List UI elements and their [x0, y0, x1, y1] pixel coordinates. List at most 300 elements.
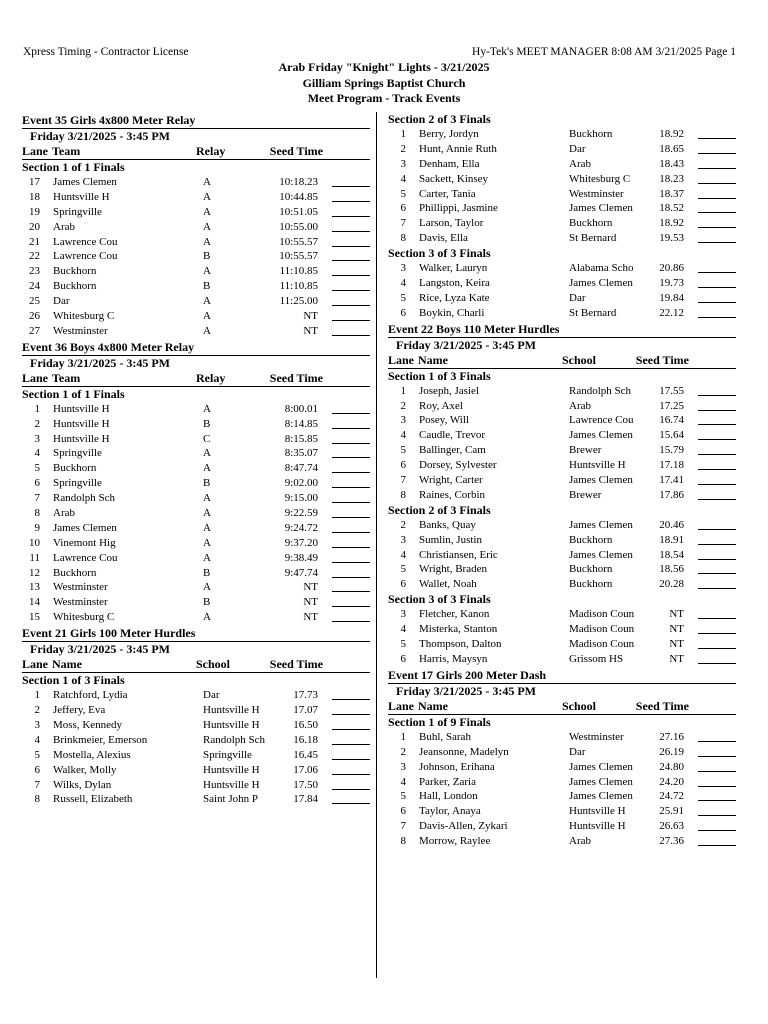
lane-number: 23 — [29, 265, 40, 278]
entry-name: Westminster — [53, 581, 108, 594]
entry-name: Banks, Quay — [419, 518, 476, 531]
result-blank-line — [332, 733, 370, 745]
result-blank-line — [698, 306, 736, 318]
entry-name: James Clemen — [53, 521, 117, 534]
seed-time: 20.86 — [659, 262, 684, 275]
result-blank-line — [698, 458, 736, 470]
seed-time: 19.73 — [659, 277, 684, 290]
seed-time: 17.50 — [293, 778, 318, 791]
entry-name: Springville — [53, 447, 102, 460]
entry-school: James Clemen — [569, 790, 633, 803]
result-blank-line — [698, 201, 736, 213]
entry-name: Russell, Elizabeth — [53, 793, 133, 806]
entry-name: Jeansonne, Madelyn — [419, 745, 509, 758]
seed-time: 26.63 — [659, 820, 684, 833]
entry-name: Carter, Tania — [419, 187, 476, 200]
seed-time: NT — [669, 652, 684, 665]
lane-number: 4 — [400, 172, 406, 185]
table-row — [388, 142, 736, 157]
entry-name: Boykin, Charli — [419, 306, 485, 319]
table-row — [22, 235, 370, 250]
entry-name: Jeffery, Eva — [53, 704, 106, 717]
table-row — [22, 610, 370, 625]
result-blank-line — [698, 834, 736, 846]
entry-school: A — [203, 447, 211, 460]
entry-name: Wright, Carter — [419, 474, 483, 487]
lane-number: 24 — [29, 280, 40, 293]
lane-number: 3 — [34, 718, 40, 731]
entry-name: Phillippi, Jasmine — [419, 202, 498, 215]
header-lane: Lane — [22, 144, 49, 158]
result-blank-line — [332, 748, 370, 760]
entry-name: Moss, Kennedy — [53, 718, 123, 731]
entry-school: James Clemen — [569, 277, 633, 290]
table-row — [22, 446, 370, 461]
table-row — [388, 384, 736, 399]
lane-number: 6 — [34, 763, 40, 776]
lane-number: 19 — [29, 205, 40, 218]
table-row — [22, 491, 370, 506]
seed-time: 11:10.85 — [279, 265, 318, 278]
seed-time: 25.91 — [659, 805, 684, 818]
entry-school: A — [203, 324, 211, 337]
event-date: Friday 3/21/2025 - 3:45 PM — [388, 337, 736, 353]
section-label: Section 3 of 3 Finals — [388, 246, 491, 261]
entry-school: Huntsville H — [569, 820, 626, 833]
lane-number: 8 — [34, 793, 40, 806]
table-row — [388, 637, 736, 652]
event-block — [388, 112, 736, 321]
seed-time: 16.18 — [293, 733, 318, 746]
lane-number: 7 — [34, 492, 40, 505]
result-blank-line — [332, 506, 370, 518]
result-blank-line — [332, 249, 370, 261]
entry-school: Brewer — [569, 444, 602, 457]
entry-name: Dorsey, Sylvester — [419, 459, 497, 472]
result-blank-line — [698, 488, 736, 500]
entry-name: Huntsville H — [53, 432, 110, 445]
result-blank-line — [332, 778, 370, 790]
entry-school: James Clemen — [569, 474, 633, 487]
entry-school: A — [203, 176, 211, 188]
lane-number: 8 — [400, 835, 406, 848]
header-relay-school: School — [196, 657, 231, 672]
result-blank-line — [332, 220, 370, 232]
result-blank-line — [332, 476, 370, 488]
seed-time: 9:38.49 — [284, 551, 318, 564]
entry-name: Lawrence Cou — [53, 235, 118, 248]
table-row — [388, 562, 736, 577]
event-date: Friday 3/21/2025 - 3:45 PM — [22, 641, 370, 657]
entry-school: A — [203, 551, 211, 564]
column-headers — [388, 353, 736, 369]
seed-time: NT — [303, 324, 318, 337]
header-left: Xpress Timing - Contractor License — [23, 46, 189, 58]
seed-time: 20.46 — [659, 518, 684, 531]
seed-time: 27.36 — [659, 835, 684, 848]
seed-time: 18.92 — [659, 217, 684, 230]
seed-time: NT — [303, 581, 318, 594]
entry-school: Springville — [203, 748, 252, 761]
table-row — [388, 261, 736, 276]
result-blank-line — [332, 205, 370, 217]
entry-school: B — [203, 566, 211, 579]
result-blank-line — [698, 261, 736, 273]
entry-school: James Clemen — [569, 202, 633, 215]
table-row — [388, 577, 736, 592]
entry-name: Davis, Ella — [419, 232, 468, 245]
seed-time: NT — [669, 623, 684, 636]
table-row — [22, 521, 370, 536]
lane-number: 27 — [29, 324, 40, 337]
table-row — [388, 804, 736, 819]
table-row — [22, 718, 370, 733]
table-row — [388, 443, 736, 458]
entry-name: Roy, Axel — [419, 399, 463, 412]
seed-time: 8:47.74 — [284, 462, 318, 475]
entry-school: A — [203, 190, 211, 203]
seed-time: 17.18 — [659, 459, 684, 472]
header-relay-school: School — [562, 352, 597, 367]
entry-school: Dar — [569, 745, 586, 758]
lane-number: 5 — [400, 187, 406, 200]
seed-time: 26.19 — [659, 745, 684, 758]
seed-time: NT — [303, 611, 318, 624]
table-row — [388, 789, 736, 804]
table-row — [22, 175, 370, 190]
seed-time: 17.06 — [293, 763, 318, 776]
result-blank-line — [698, 760, 736, 772]
table-row — [388, 622, 736, 637]
result-blank-line — [332, 551, 370, 563]
entry-name: Thompson, Dalton — [419, 638, 502, 651]
section-label: Section 1 of 1 Finals — [22, 160, 125, 174]
lane-number: 1 — [400, 730, 406, 743]
result-blank-line — [332, 763, 370, 775]
entry-school: James Clemen — [569, 518, 633, 531]
lane-number: 21 — [29, 235, 40, 248]
table-row — [388, 231, 736, 246]
lane-number: 1 — [400, 128, 406, 140]
entry-name: Fletcher, Kanon — [419, 608, 490, 621]
entry-school: Dar — [203, 689, 220, 702]
header-lane: Lane — [22, 657, 49, 672]
entry-name: Misterka, Stanton — [419, 623, 498, 636]
seed-time: 18.23 — [659, 172, 684, 185]
lane-number: 5 — [400, 790, 406, 803]
result-blank-line — [698, 231, 736, 243]
entry-school: Huntsville H — [203, 718, 260, 731]
table-row — [388, 518, 736, 533]
entry-name: Hunt, Annie Ruth — [419, 142, 497, 155]
seed-time: 17.84 — [293, 793, 318, 806]
table-row — [22, 264, 370, 279]
entry-name: Wright, Braden — [419, 563, 487, 576]
lane-number: 2 — [400, 518, 406, 531]
seed-time: 10:18.23 — [279, 176, 318, 188]
table-row — [22, 324, 370, 339]
event-block — [388, 321, 736, 667]
result-blank-line — [698, 518, 736, 530]
table-row — [388, 201, 736, 216]
seed-time: 16.50 — [293, 718, 318, 731]
seed-time: 17.07 — [293, 704, 318, 717]
table-row — [22, 190, 370, 205]
column-headers — [22, 657, 370, 673]
entry-school: A — [203, 536, 211, 549]
entry-school: Westminster — [569, 187, 624, 200]
lane-number: 3 — [34, 432, 40, 445]
seed-time: 9:47.74 — [284, 566, 318, 579]
lane-number: 6 — [400, 459, 406, 472]
entry-name: Buckhorn — [53, 566, 97, 579]
entry-name: Arab — [53, 507, 75, 520]
table-row — [22, 402, 370, 417]
result-blank-line — [698, 276, 736, 288]
seed-time: 9:37.20 — [284, 536, 318, 549]
entry-school: James Clemen — [569, 429, 633, 442]
result-blank-line — [332, 491, 370, 503]
seed-time: 18.54 — [659, 548, 684, 561]
entry-name: Larson, Taylor — [419, 217, 484, 230]
lane-number: 4 — [34, 733, 40, 746]
lane-number: 8 — [400, 232, 406, 245]
entry-school: B — [203, 596, 211, 609]
entry-name: Joseph, Jasiel — [419, 384, 479, 397]
lane-number: 9 — [34, 521, 40, 534]
event-title: Event 35 Girls 4x800 Meter Relay — [22, 113, 196, 127]
meet-venue: Gilliam Springs Baptist Church — [302, 75, 466, 90]
table-row — [388, 428, 736, 443]
program-title: Meet Program - Track Events — [307, 91, 461, 105]
entry-school: Buckhorn — [569, 578, 613, 591]
result-blank-line — [332, 688, 370, 700]
entry-name: Lawrence Cou — [53, 551, 118, 564]
lane-number: 7 — [400, 217, 406, 230]
table-row — [388, 834, 736, 849]
lane-number: 3 — [400, 157, 406, 170]
table-row — [388, 775, 736, 790]
seed-time: 24.20 — [659, 775, 684, 788]
header-lane: Lane — [388, 698, 415, 713]
entry-school: St Bernard — [569, 306, 617, 319]
lane-number: 5 — [400, 638, 406, 651]
entry-school: Huntsville H — [569, 805, 626, 818]
entry-school: A — [203, 402, 211, 415]
lane-number: 6 — [34, 477, 40, 490]
table-row — [388, 127, 736, 142]
header-relay-school: School — [562, 698, 597, 713]
table-row — [22, 778, 370, 793]
seed-time: 9:02.00 — [284, 477, 318, 490]
entry-school: Randolph Sch — [203, 733, 266, 746]
result-blank-line — [332, 417, 370, 429]
entry-school: Saint John P — [203, 793, 259, 806]
entry-name: Davis-Allen, Zykari — [419, 820, 508, 833]
entry-name: Brinkmeier, Emerson — [53, 733, 148, 746]
result-blank-line — [698, 819, 736, 831]
seed-time: 17.41 — [659, 474, 684, 487]
lane-number: 4 — [34, 447, 40, 460]
result-blank-line — [332, 610, 370, 622]
table-row — [388, 157, 736, 172]
entry-name: Huntsville H — [53, 402, 110, 415]
table-row — [22, 461, 370, 476]
lane-number: 3 — [400, 533, 406, 546]
section-label: Section 1 of 3 Finals — [388, 368, 491, 383]
table-row — [22, 309, 370, 324]
entry-school: Grissom HS — [569, 652, 624, 665]
event-title: Event 36 Boys 4x800 Meter Relay — [22, 339, 195, 354]
result-blank-line — [332, 309, 370, 321]
seed-time: NT — [303, 596, 318, 609]
table-row — [388, 216, 736, 231]
entry-school: Huntsville H — [203, 778, 260, 791]
event-block — [22, 112, 370, 339]
result-blank-line — [698, 428, 736, 440]
entry-school: Huntsville H — [569, 459, 626, 472]
table-row — [22, 551, 370, 566]
entry-name: Caudle, Trevor — [419, 429, 485, 442]
entry-name: Taylor, Anaya — [419, 805, 481, 818]
table-row — [22, 763, 370, 778]
entry-name: Huntsville H — [53, 190, 110, 203]
entry-name: Harris, Maysyn — [419, 652, 488, 665]
table-row — [22, 580, 370, 595]
entry-school: B — [203, 280, 211, 293]
entry-name: Arab — [53, 220, 75, 233]
entry-school: Arab — [569, 399, 591, 412]
lane-number: 7 — [400, 820, 406, 833]
column-headers — [22, 371, 370, 387]
entry-name: Randolph Sch — [53, 492, 116, 505]
lane-number: 4 — [400, 429, 406, 442]
table-row — [22, 566, 370, 581]
entry-school: Buckhorn — [569, 217, 613, 230]
lane-number: 2 — [400, 142, 406, 155]
entry-school: Buckhorn — [569, 128, 613, 140]
lane-number: 5 — [400, 563, 406, 576]
header-seed-time: Seed Time — [269, 144, 323, 158]
header-lane: Lane — [388, 352, 415, 367]
result-blank-line — [698, 607, 736, 619]
entry-name: Buhl, Sarah — [419, 730, 471, 743]
entry-name: Wallet, Noah — [419, 578, 477, 591]
table-row — [22, 294, 370, 309]
seed-time: 17.55 — [659, 384, 684, 397]
result-blank-line — [698, 577, 736, 589]
table-row — [388, 652, 736, 667]
result-blank-line — [332, 324, 370, 336]
entry-name: Langston, Keira — [419, 277, 490, 290]
entry-name: Parker, Zaria — [419, 775, 476, 788]
lane-number: 8 — [400, 488, 406, 501]
seed-time: 8:00.01 — [284, 402, 318, 415]
lane-number: 5 — [34, 748, 40, 761]
result-blank-line — [332, 294, 370, 306]
entry-name: Rice, Lyza Kate — [419, 291, 490, 304]
entry-school: Buckhorn — [569, 563, 613, 576]
seed-time: 15.64 — [659, 429, 684, 442]
result-blank-line — [332, 235, 370, 247]
seed-time: 10:55.00 — [279, 220, 318, 233]
section-label: Section 2 of 3 Finals — [388, 112, 491, 126]
entry-school: Madison Coun — [569, 608, 635, 621]
lane-number: 2 — [34, 417, 40, 430]
table-row — [22, 476, 370, 491]
table-row — [22, 432, 370, 447]
entry-school: Madison Coun — [569, 638, 635, 651]
seed-time: 24.72 — [659, 790, 684, 803]
lane-number: 15 — [29, 611, 40, 624]
entry-school: Dar — [569, 291, 586, 304]
seed-time: 9:24.72 — [284, 521, 318, 534]
entry-name: Raines, Corbin — [419, 488, 485, 501]
entry-school: A — [203, 581, 211, 594]
entry-school: Buckhorn — [569, 533, 613, 546]
entry-school: Huntsville H — [203, 763, 260, 776]
entry-name: Whitesburg C — [53, 611, 115, 624]
header-lane: Lane — [22, 370, 49, 385]
result-blank-line — [698, 413, 736, 425]
lane-number: 6 — [400, 202, 406, 215]
table-row — [388, 488, 736, 503]
entry-school: A — [203, 265, 211, 278]
result-blank-line — [698, 384, 736, 396]
event-date: Friday 3/21/2025 - 3:45 PM — [22, 128, 370, 144]
entry-school: Dar — [569, 142, 586, 155]
entry-school: James Clemen — [569, 548, 633, 561]
table-row — [388, 760, 736, 775]
entry-name: Whitesburg C — [53, 310, 115, 323]
entry-name: Johnson, Erihana — [419, 760, 495, 773]
table-row — [388, 745, 736, 760]
entry-name: Walker, Lauryn — [419, 262, 488, 275]
entry-name: Sackett, Kinsey — [419, 172, 489, 185]
entry-name: Hall, London — [419, 790, 478, 803]
lane-number: 3 — [400, 414, 406, 427]
result-blank-line — [698, 443, 736, 455]
lane-number: 3 — [400, 262, 406, 275]
seed-time: 15.79 — [659, 444, 684, 457]
lane-number: 2 — [400, 745, 406, 758]
result-blank-line — [332, 446, 370, 458]
entry-school: A — [203, 205, 211, 218]
entry-school: Arab — [569, 157, 591, 170]
seed-time: NT — [669, 638, 684, 651]
lane-number: 4 — [400, 623, 406, 636]
table-row — [22, 748, 370, 763]
lane-number: 8 — [34, 507, 40, 520]
lane-number: 13 — [29, 581, 40, 594]
result-blank-line — [332, 703, 370, 715]
lane-number: 4 — [400, 548, 406, 561]
event-date: Friday 3/21/2025 - 3:45 PM — [388, 683, 736, 699]
entry-name: Christiansen, Eric — [419, 548, 498, 561]
seed-time: 8:35.07 — [284, 447, 318, 460]
table-row — [22, 595, 370, 610]
seed-time: 11:25.00 — [279, 295, 318, 308]
lane-number: 6 — [400, 652, 406, 665]
lane-number: 5 — [400, 291, 406, 304]
lane-number: 3 — [400, 608, 406, 621]
event-title: Event 21 Girls 100 Meter Hurdles — [22, 626, 196, 641]
result-blank-line — [698, 291, 736, 303]
header-seed-time: Seed Time — [635, 698, 689, 713]
lane-number: 6 — [400, 805, 406, 818]
entry-name: Wilks, Dylan — [53, 778, 112, 791]
result-blank-line — [332, 461, 370, 473]
